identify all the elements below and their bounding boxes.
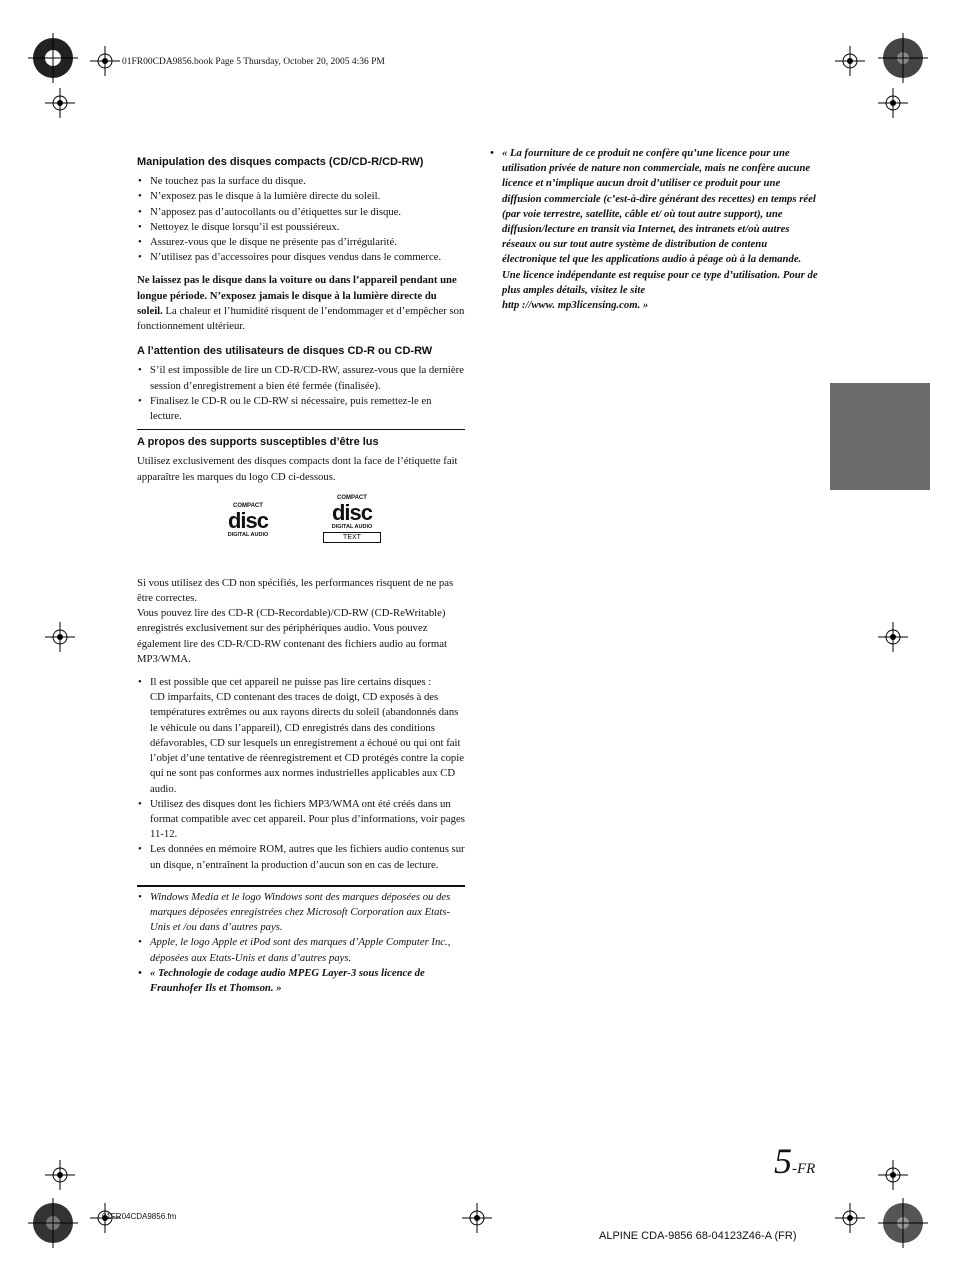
crosshair-icon [878, 1160, 908, 1190]
page-number [774, 1140, 815, 1182]
note-item: • « Technologie de codage audio MPEG Layer-3 sous licence de Fraunhofer Ils et Thomson. » [137, 966, 465, 996]
registration-mark-icon [28, 33, 78, 83]
left-column [137, 155, 465, 996]
compact-disc-logo [219, 503, 277, 539]
crosshair-icon [878, 622, 908, 652]
logo-extra-text: TEXT [323, 532, 381, 543]
footer-model: ALPINE CDA-9856 68-04123Z46-A (FR) [599, 1230, 797, 1242]
crosshair-icon [835, 1203, 865, 1233]
section-title-cdr: A l’attention des utilisateurs de disques CD-R ou CD-RW [137, 345, 433, 358]
list-item: • Finalisez le CD-R ou le CD-RW si nécessaire, puis remettez-le en lecture. [137, 394, 465, 424]
logo-bottom-text: DIGITAL AUDIO [331, 523, 373, 530]
supports-intro: Utilisez exclusivement des disques compacts dont la face de l’étiquette fait apparaître les marques du logo CD ci-dessous. [137, 455, 458, 483]
list-item [137, 675, 465, 797]
page-number-digit: 5 [774, 1141, 792, 1181]
note-item: • Apple, le logo Apple et iPod sont des marques d’Apple Computer Inc., déposées aux Etats-Unis et dans d’autres pays. [137, 935, 465, 965]
warning-text: La chaleur et l’humidité risquent de l’endommager et d’empêcher son fonctionnement ultérieur. [137, 304, 465, 333]
registration-mark-icon [28, 1198, 78, 1248]
section-title-handling: Manipulation des disques compacts (CD/CD-R/CD-RW) [137, 156, 424, 168]
registration-mark-icon [878, 33, 928, 83]
supports-para1: Si vous utilisez des CD non spécifiés, les performances risquent de ne pas être correctes. [137, 576, 454, 605]
list-item-body: CD imparfaits, CD contenant des traces de doigt, CD exposés à des températures extrêmes ou aux rayons directs du soleil (abandonnés dans le véhicule ou dans l’appareil), CD enregistrés dans des conditions défavorables, CD sur lesquels un enregistrement a échoué ou qui ont fait l’objet d’une tentative de réenregistrement et CD protégés contre la copie qui ne sont pas conformes aux normes industrielles applicables aux CD audio. [150, 691, 464, 795]
list-item: • Les données en mémoire ROM, autres que les fichiers audio contenus sur un disque, n’entraînent la production d’aucun son en cas de lecture. [137, 842, 465, 872]
logo-main-text: disc [227, 507, 269, 533]
note-item [489, 146, 819, 313]
list-item: • Assurez-vous que le disque ne présente pas d’irrégularité. [137, 235, 465, 250]
footer-file: 01FR04CDA9856.fm [102, 1212, 177, 1221]
crosshair-icon [45, 88, 75, 118]
list-item: • N’exposez pas le disque à la lumière directe du soleil. [137, 189, 465, 204]
registration-mark-icon [878, 1198, 928, 1248]
divider [137, 429, 465, 450]
list-item: • N’apposez pas d’autocollants ou d’étiquettes sur le disque. [137, 205, 465, 220]
list-item: • Utilisez des disques dont les fichiers MP3/WMA ont été créés dans un format compatible avec cet appareil. Pour plus d’informations, voir pages 11-12. [137, 797, 465, 843]
license-note [489, 146, 819, 313]
list-item: • N’utilisez pas d’accessoires pour disques vendus dans le commerce. [137, 250, 465, 265]
logo-main-text: disc [331, 499, 373, 525]
list-item-head: Il est possible que cet appareil ne puisse pas lire certains disques : [150, 676, 432, 689]
warning-bold: Ne laissez pas le disque dans la voiture ou dans l’appareil pendant une longue période. N’exposez jamais le disque à la lumière directe du soleil. [137, 274, 457, 317]
compact-disc-text-logo [323, 495, 381, 543]
supports-para2: Vous pouvez lire des CD-R (CD-Recordable)/CD-RW (CD-ReWritable) enregistrés exclusivement sur des périphériques audio. Vous pouvez également lire des CD-R/CD-RW contenant des fichiers audio au format MP3/WMA. [137, 607, 447, 665]
page-number-suffix: -FR [792, 1161, 816, 1177]
list-item: • Nettoyez le disque lorsqu’il est poussiéreux. [137, 220, 465, 235]
supports-list [137, 675, 465, 873]
license-text: « La fourniture de ce produit ne confère qu’une licence pour une utilisation privée de nature non commerciale, mais ne confère aucune licence et n’implique aucun droit d’utiliser ce produit pour une diffusion commerciale (c’est-à-dire générant des recettes) en temps réel (par voie terrestre, satellite, câble et/ où tout autre support), une diffusion/lecture en transit via Internet, des intranets et/où autres réseaux ou sur tout autre système de distribution de contenu électronique tel que les applications audio à péage où à la demande. Une licence indépendante est requise pour ce type d’utilisation. Pour de plus amples détails, visitez le site [502, 147, 818, 296]
logo-top-text: COMPACT [233, 502, 263, 509]
section-tab [830, 383, 930, 490]
warning-paragraph [137, 273, 465, 334]
list-item: • S’il est impossible de lire un CD-R/CD-RW, assurez-vous que la dernière session d’enregistrement a bien été fermée (finalisée). [137, 363, 465, 393]
crosshair-icon [462, 1203, 492, 1233]
right-column [489, 146, 819, 313]
trademark-notes [137, 890, 465, 996]
crosshair-icon [45, 622, 75, 652]
logo-bottom-text: DIGITAL AUDIO [227, 531, 269, 538]
crosshair-icon [90, 46, 120, 76]
license-url: http ://www. mp3licensing.com. » [502, 299, 649, 312]
cd-logos [137, 485, 465, 570]
divider [137, 885, 465, 996]
crosshair-icon [835, 46, 865, 76]
logo-top-text: COMPACT [337, 494, 367, 501]
note-item: • Windows Media et le logo Windows sont des marques déposées ou des marques déposées enregistrées chez Microsoft Corporation aux Etats-Unis et /ou dans d’autres pays. [137, 890, 465, 936]
crosshair-icon [45, 1160, 75, 1190]
crosshair-icon [878, 88, 908, 118]
cdr-list [137, 363, 465, 424]
section-title-supports: A propos des supports susceptibles d’être lus [137, 436, 379, 449]
book-info-line: 01FR00CDA9856.book Page 5 Thursday, October 20, 2005 4:36 PM [122, 57, 385, 67]
handling-list [137, 174, 465, 265]
list-item: • Ne touchez pas la surface du disque. [137, 174, 465, 189]
